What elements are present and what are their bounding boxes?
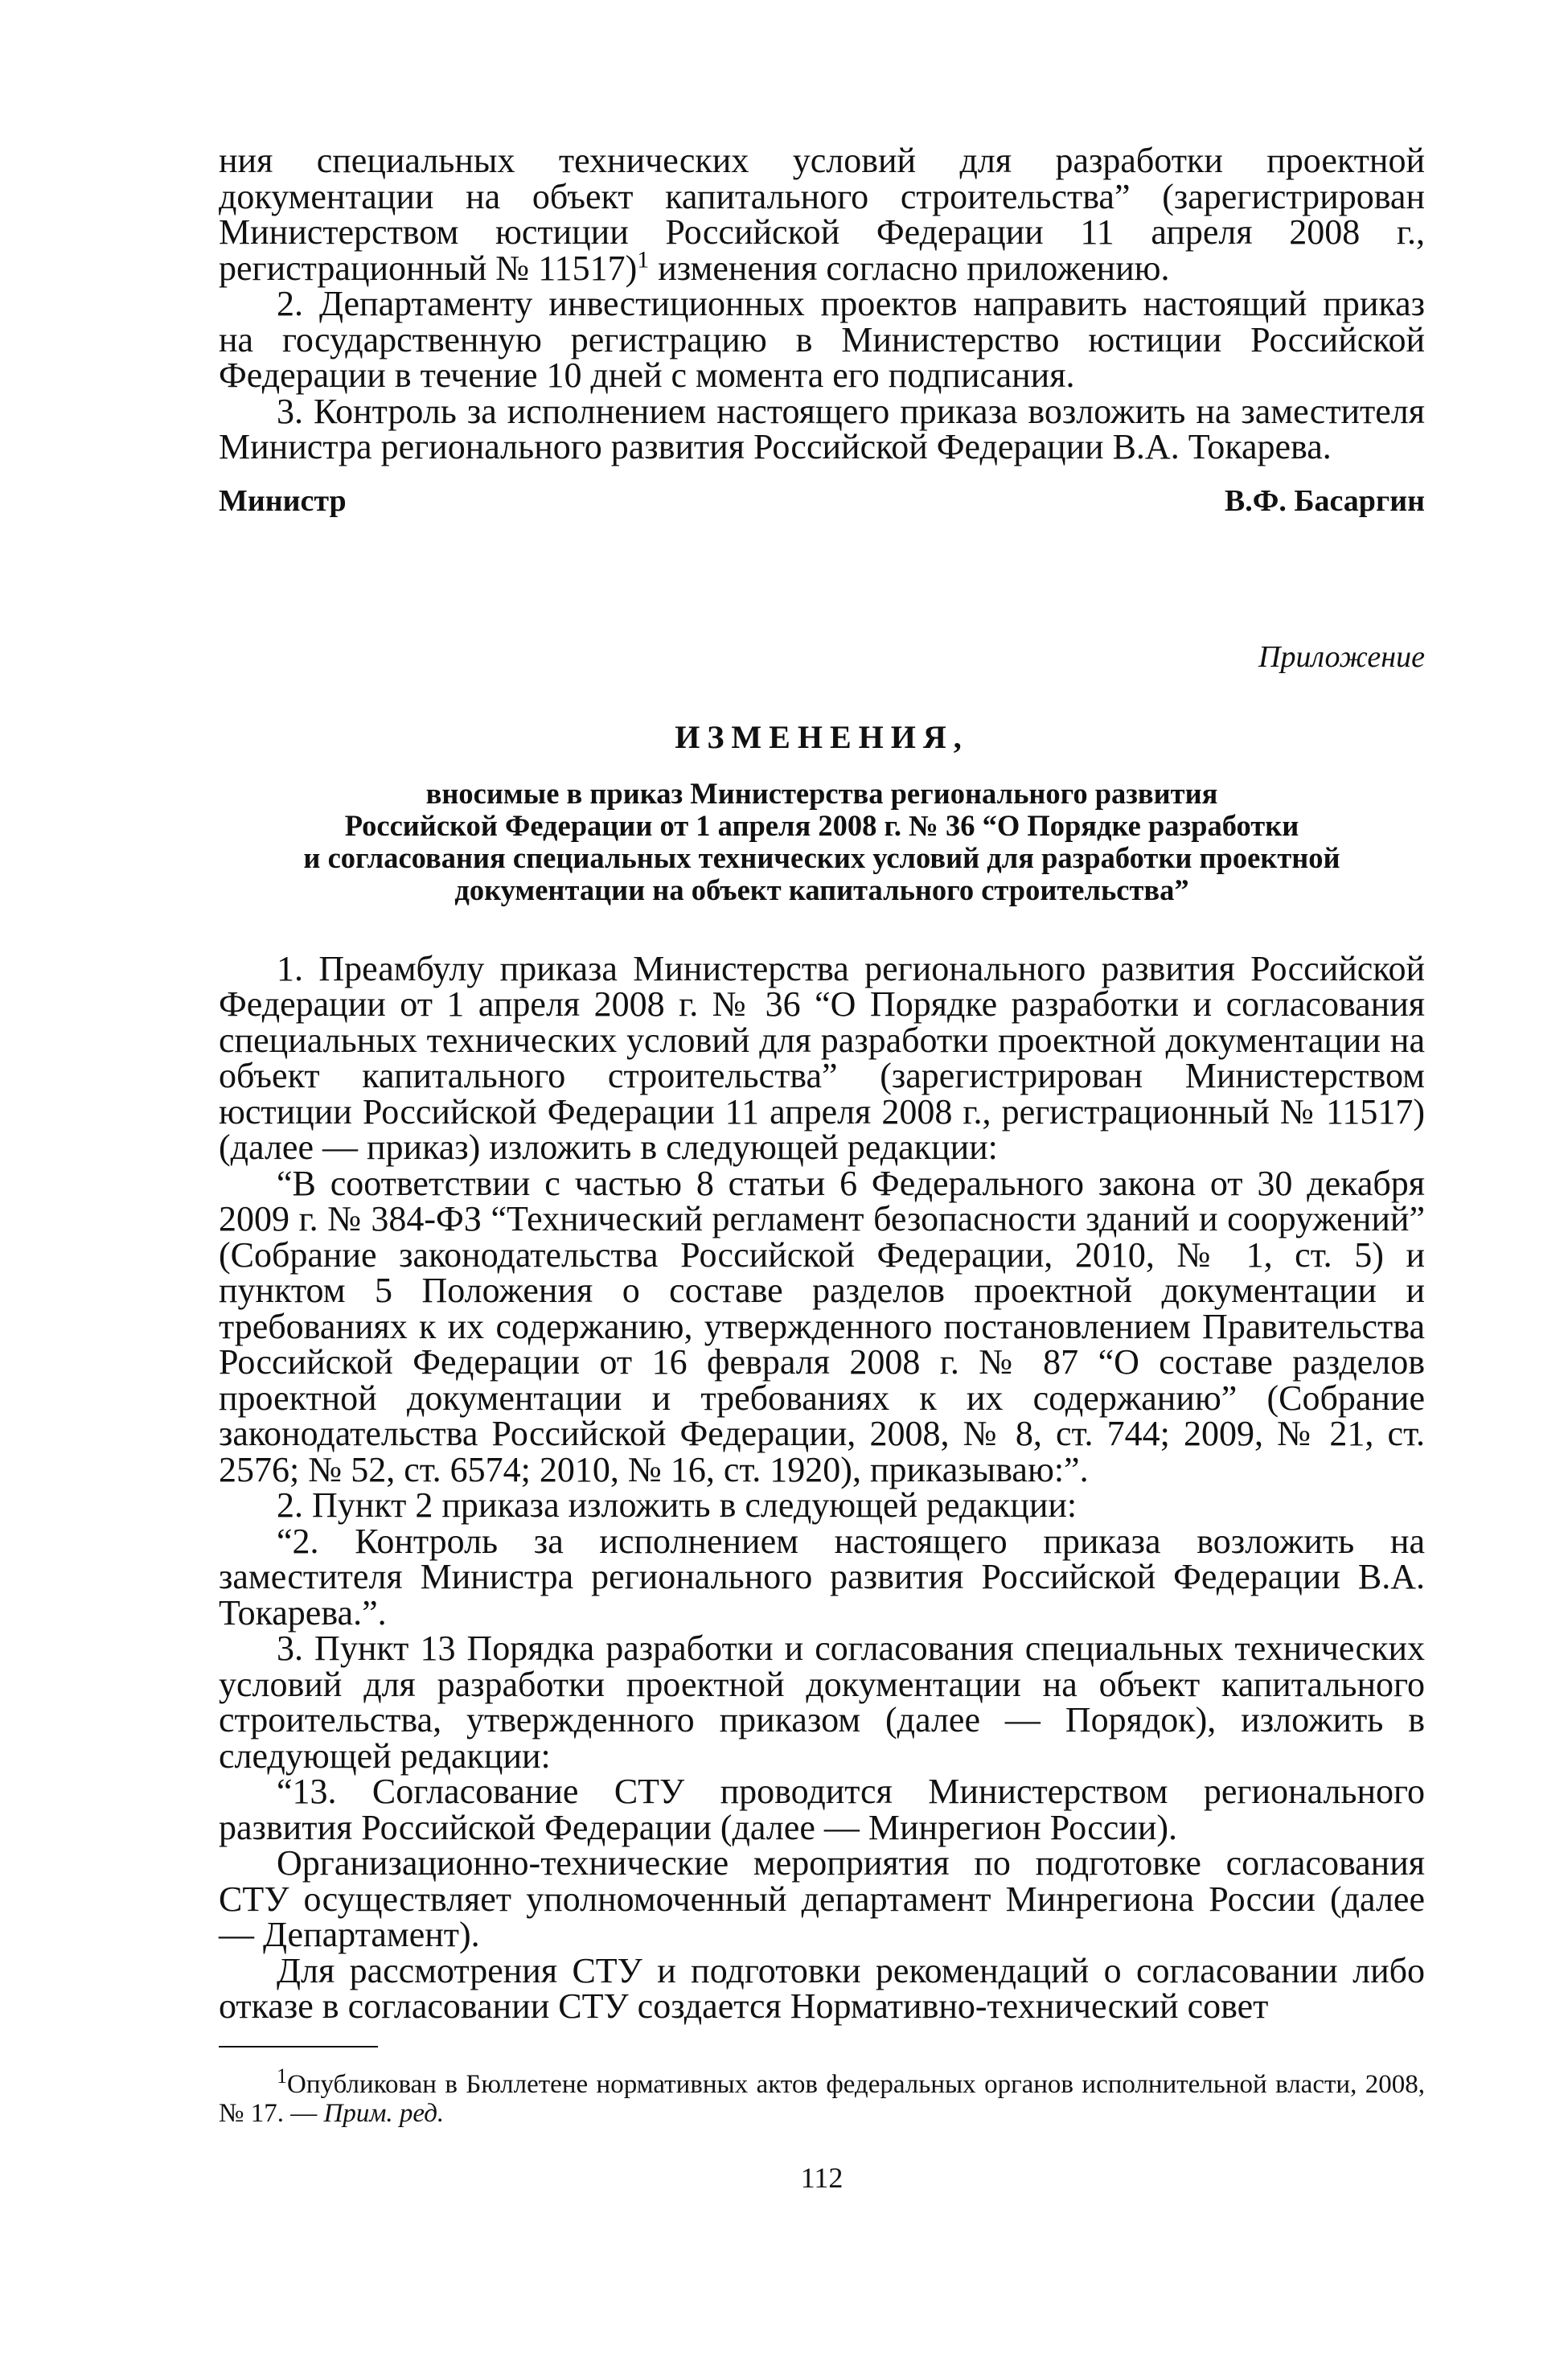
body-paragraph-1: 1. Преамбулу приказа Министерства регионального развития Российской Федерации от 1 апреля 2008 г. № 36 “О Порядке разработки и согласования специальных технических условий для разработки проектной документации на объект капитального строительства” (зарегистрирован Министерством юстиции Российской Федерации 11 апреля 2008 г., регистрационный № 11517) (далее — приказ) изложить в следующей редакции: — [219, 948, 1425, 1167]
footnote-divider — [219, 2046, 378, 2047]
footnote-text: Опубликован в Бюллетене нормативных актов федеральных органов исполнительной власти, 2008, № 17. — — [219, 2069, 1425, 2128]
body-paragraph-6: “13. Согласование СТУ проводится Министерством регионального развития Российской Федерации (далее — Минрегион России). — [219, 1772, 1425, 1847]
signature-position: Министр — [219, 483, 347, 518]
appendix-subtitle-line-3: и согласования специальных технических условий для разработки проектной — [303, 840, 1340, 874]
footnote-reference: 1 — [637, 245, 650, 273]
appendix-subtitle-line-4: документации на объект капитального строительства” — [454, 873, 1189, 906]
footnote-marker: 1 — [277, 2064, 287, 2088]
signature-block — [219, 483, 1425, 519]
footnote-editor-note: Прим. ред. — [323, 2098, 445, 2128]
opening-paragraph-1-text: ния специальных технических условий для разработки проектной документации на объект капитального строительства” (зарегистрирован Министерством юстиции Российской Федерации 11 апреля 2008 г., регистрационный № 11517) — [219, 141, 1425, 288]
opening-paragraph-3: 3. Контроль за исполнением настоящего приказа возложить на заместителя Министра регионального развития Российской Федерации В.А. Токарева. — [219, 391, 1425, 466]
appendix-label: Приложение — [1258, 639, 1425, 674]
body-paragraph-3: 2. Пункт 2 приказа изложить в следующей редакции: — [277, 1485, 1077, 1525]
body-paragraph-8: Для рассмотрения СТУ и подготовки рекомендаций о согласовании либо отказе в согласовании СТУ создается Нормативно-технический совет — [219, 1950, 1425, 2026]
opening-paragraph-1 — [219, 143, 1425, 286]
signature-name: В.Ф. Басаргин — [1224, 483, 1425, 518]
footnote — [219, 2064, 1425, 2128]
page-number: 112 — [800, 2161, 844, 2194]
document-page — [219, 143, 1425, 2194]
opening-paragraph-2: 2. Департаменту инвестиционных проектов направить настоящий приказ на государственную регистрацию в Министерство юстиции Российской Федерации в течение 10 дней с момента его подписания. — [219, 284, 1425, 395]
appendix-subtitle-line-1: вносимые в приказ Министерства регионального развития — [425, 776, 1218, 810]
appendix-title: ИЗМЕНЕНИЯ, — [675, 718, 969, 755]
appendix-body — [219, 948, 1425, 2026]
appendix-subtitle-line-2: Российской Федерации от 1 апреля 2008 г. № 36 “О Порядке разработки — [344, 808, 1299, 842]
order-continuation — [219, 143, 1425, 466]
body-paragraph-2: “В соответствии с частью 8 статьи 6 Федерального закона от 30 декабря 2009 г. № 384-ФЗ “Технический регламент безопасности зданий и сооружений” (Собрание законодательства Российской Федерации, 2010, № 1, ст. 5) и пунктом 5 Положения о составе разделов проектной документации и требованиях к их содержанию, утвержденного постановлением Правительства Российской Федерации от 16 февраля 2008 г. № 87 “О составе разделов проектной документации и требованиях к их содержанию” (Собрание законодательства Российской Федерации, 2008, № 8, ст. 744; 2009, № 21, ст. 2576; № 52, ст. 6574; 2010, № 16, ст. 1920), приказываю:”. — [219, 1163, 1425, 1489]
appendix-subtitle — [219, 778, 1425, 906]
body-paragraph-7: Организационно-технические мероприятия по подготовке согласования СТУ осуществляет уполномоченный департамент Минрегиона России (далее — Департамент). — [219, 1843, 1425, 1954]
body-paragraph-4: “2. Контроль за исполнением настоящего приказа возложить на заместителя Министра регионального развития Российской Федерации В.А. Токарева.”. — [219, 1521, 1425, 1633]
opening-paragraph-1-tail: изменения согласно приложению. — [649, 248, 1170, 288]
body-paragraph-5: 3. Пункт 13 Порядка разработки и согласования специальных технических условий для разработки проектной документации на объект капитального строительства, утвержденного приказом (далее — Порядок), изложить в следующей редакции: — [219, 1629, 1425, 1776]
